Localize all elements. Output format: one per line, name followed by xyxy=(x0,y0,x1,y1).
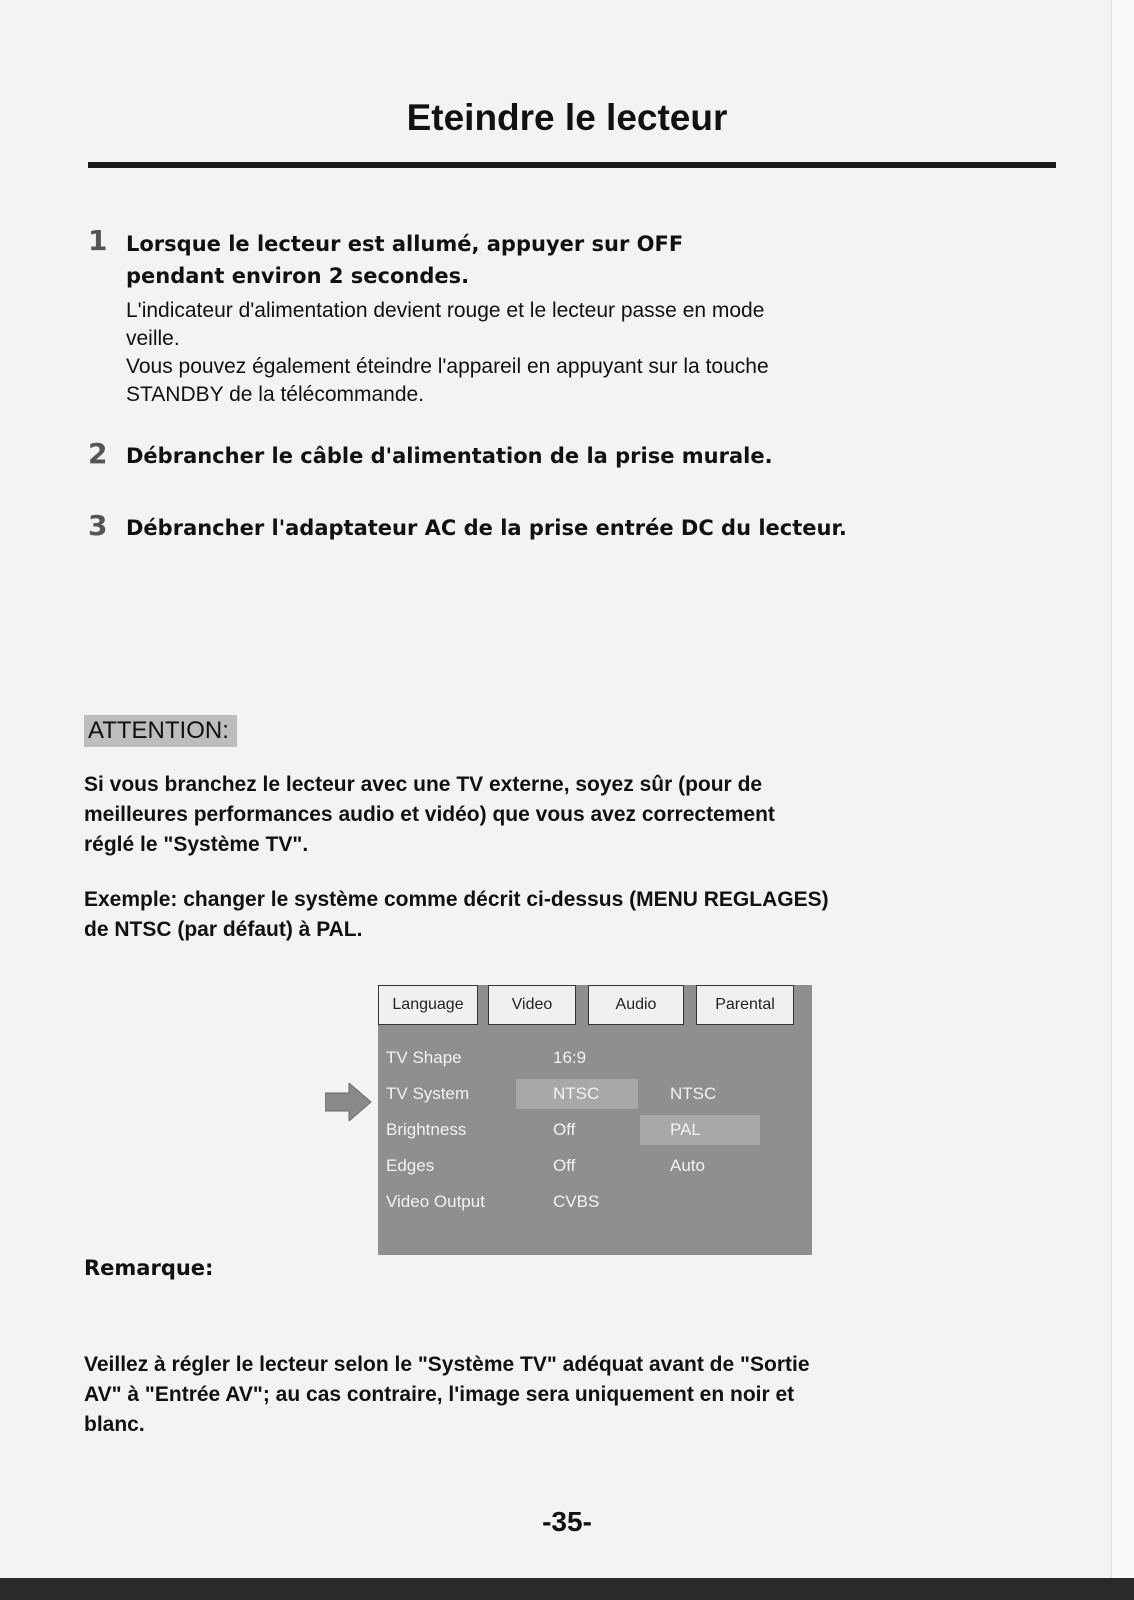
menu-row-label[interactable]: Brightness xyxy=(386,1120,467,1139)
menu-row-label[interactable]: TV System xyxy=(386,1084,470,1103)
menu-option[interactable]: Auto xyxy=(670,1156,705,1175)
menu-row-label[interactable]: Edges xyxy=(386,1156,435,1175)
step-1-heading-line2: pendant environ 2 secondes. xyxy=(126,264,470,288)
example-line2: de NTSC (par défaut) à PAL. xyxy=(84,918,363,941)
menu-row-value: NTSC xyxy=(553,1084,600,1103)
title-rule xyxy=(88,162,1056,168)
menu-row-value: Off xyxy=(553,1156,576,1175)
remark-line3: blanc. xyxy=(84,1413,145,1436)
tab-parental[interactable]: Parental xyxy=(696,985,794,1025)
attention-line3: réglé le "Système TV". xyxy=(84,833,309,856)
step-2-heading: Débrancher le câble d'alimentation de la prise murale. xyxy=(126,444,773,468)
attention-line2: meilleures performances audio et vidéo) que vous avez correctement xyxy=(84,803,775,826)
page-title: Eteindre le lecteur xyxy=(406,97,728,138)
menu-row-label[interactable]: Video Output xyxy=(386,1192,485,1211)
attention-label: ATTENTION: xyxy=(84,715,237,747)
scan-edge xyxy=(0,1578,1134,1600)
tab-audio[interactable]: Audio xyxy=(588,985,684,1025)
menu-option[interactable]: NTSC xyxy=(670,1084,717,1103)
step-3-number: 3 xyxy=(88,509,108,542)
step-3-heading: Débrancher l'adaptateur AC de la prise entrée DC du lecteur. xyxy=(126,516,847,540)
step-1-body-line3: Vous pouvez également éteindre l'appareil en appuyant sur la touche xyxy=(126,355,769,378)
remark-line2: AV" à "Entrée AV"; au cas contraire, l'image sera uniquement en noir et xyxy=(84,1383,795,1406)
menu-row-value: 16:9 xyxy=(553,1048,587,1067)
step-1-heading-line1: Lorsque le lecteur est allumé, appuyer sur OFF xyxy=(126,232,684,256)
step-1-body-line2: veille. xyxy=(126,327,180,350)
step-1-body-line4: STANDBY de la télécommande. xyxy=(126,383,425,406)
remark-heading: Remarque: xyxy=(84,1256,214,1280)
example-line1: Exemple: changer le système comme décrit ci-dessus (MENU REGLAGES) xyxy=(84,888,829,911)
remark-line1: Veillez à régler le lecteur selon le "Système TV" adéquat avant de "Sortie xyxy=(84,1353,810,1376)
menu-row-value: Off xyxy=(553,1120,576,1139)
page-number: -35- xyxy=(542,1506,592,1537)
menu-row-value: CVBS xyxy=(553,1192,600,1211)
setup-menu xyxy=(378,985,812,1255)
page-edge xyxy=(1111,0,1134,1600)
tab-language[interactable]: Language xyxy=(378,985,478,1025)
step-1-body-line1: L'indicateur d'alimentation devient rouge et le lecteur passe en mode xyxy=(126,299,765,322)
step-1-number: 1 xyxy=(88,224,108,257)
tab-video[interactable]: Video xyxy=(488,985,576,1025)
pointer-arrow-icon xyxy=(325,1083,373,1126)
menu-option[interactable]: PAL xyxy=(670,1120,701,1139)
attention-line1: Si vous branchez le lecteur avec une TV externe, soyez sûr (pour de xyxy=(84,773,763,796)
step-2-number: 2 xyxy=(88,437,108,470)
menu-row-label[interactable]: TV Shape xyxy=(386,1048,462,1067)
